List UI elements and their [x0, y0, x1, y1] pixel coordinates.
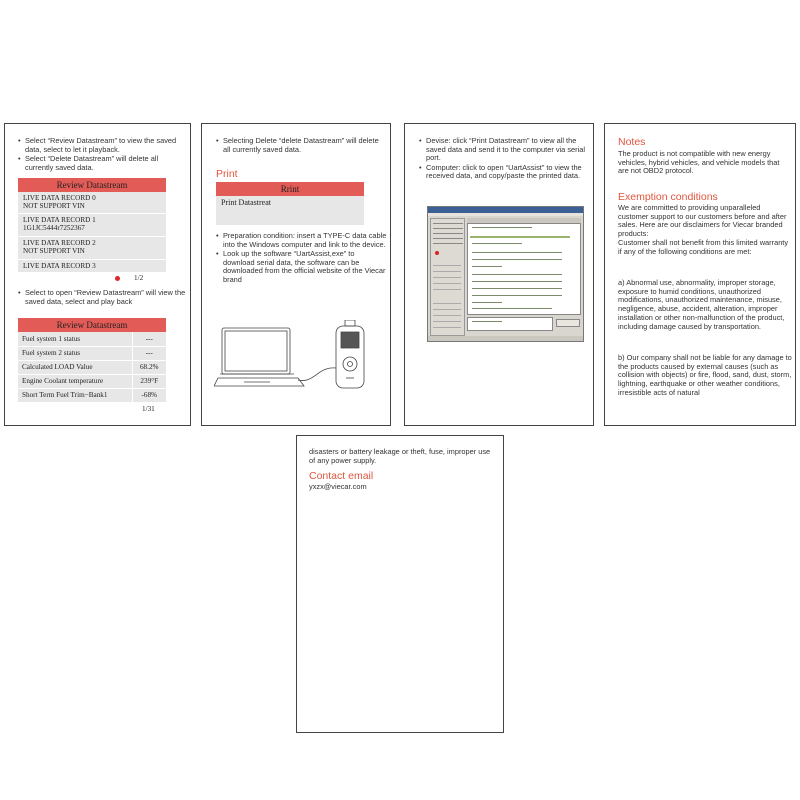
page-counter: 1/31 — [142, 404, 155, 413]
table-row: Fuel system 2 status --- — [18, 346, 166, 360]
review-datastream-table — [18, 178, 166, 285]
table-row: Engine Coolant temperature 239°F — [18, 374, 166, 388]
table-row[interactable]: LIVE DATA RECORD 0 NOT SUPPORT VIN — [18, 192, 166, 214]
table-footer — [18, 273, 166, 285]
notes-text: The product is not compatible with new energy vehicles, hybrid vehicles, and vehicle models that are not OBD2 protocol. — [618, 149, 780, 176]
section-heading-print: Print — [216, 168, 238, 180]
table-header: Review Datastream — [18, 318, 166, 332]
bullet-playback: • Select to open “Review Datastream” will view the saved data, select and play back — [18, 289, 186, 306]
table-row[interactable]: LIVE DATA RECORD 2 NOT SUPPORT VIN — [18, 237, 166, 260]
intro-bullets — [18, 137, 186, 173]
laptop-device-illustration — [214, 320, 382, 400]
exemption-intro: We are committed to providing unparalleled customer support to our customers before and after sales. Here are our disclaimers for Viecar branded products: — [618, 203, 787, 239]
contact-email[interactable]: yxzx@viecar.com — [309, 482, 367, 491]
manual-page-4 — [604, 123, 796, 426]
table-footer — [18, 403, 166, 415]
manual-page-3 — [404, 123, 594, 426]
window-menubar — [428, 213, 583, 216]
clause-a: a) Abnormal use, abnormality, improper storage, exposure to humid conditions, unauthorized modifications, unauthorized maintenance, misuse, negligence, abuse, accident, alteration, improper installation or other non-malfunction of the product, including damage caused by transportation. — [618, 278, 785, 331]
section-heading-notes: Notes — [618, 136, 646, 148]
laptop-icon — [214, 328, 304, 386]
table-row: Calculated LOAD Value 68.2% — [18, 360, 166, 374]
bullet-preparation: • Preparation condition: insert a TYPE-C data cable into the Windows computer and link to the device. — [216, 232, 388, 249]
table-row: Short Term Fuel Trim−Bank1 -68% — [18, 388, 166, 402]
page-indicator-dot — [115, 276, 120, 281]
page-counter: 1/2 — [134, 274, 144, 282]
section-heading-exemption: Exemption conditions — [618, 191, 718, 203]
bullet-device: • Devise: click “Print Datastream” to view all the saved data and send it to the computer via serial port. — [419, 137, 591, 163]
bullet-delete: • Select “Delete Datastream” will delete all currently saved data. — [18, 155, 186, 172]
bullet-software: • Look up the software “UartAssist,exe” to download serial data, the software can be downloaded from the official website of the Viecar brand — [216, 250, 388, 284]
settings-panel — [430, 218, 465, 336]
receive-area — [467, 223, 581, 315]
status-bar — [428, 336, 583, 341]
table-header: Review Datastream — [18, 178, 166, 192]
datastream-values-table — [18, 318, 166, 415]
send-area — [467, 317, 553, 331]
print-table — [216, 182, 364, 226]
serial-bullets — [419, 137, 591, 182]
values-table — [18, 332, 166, 403]
bullet-computer: • Computer: click to open “UartAssist” to view the received data, and copy/paste the printed data. — [419, 164, 591, 181]
clause-b-continued: disasters or battery leakage or theft, fuse, improper use of any power supply. — [309, 447, 491, 465]
bullet-review: • Select “Review Datastream” to view the saved data, select to let it playback. — [18, 137, 186, 154]
table-row[interactable]: LIVE DATA RECORD 3 — [18, 260, 166, 273]
open-port-indicator — [435, 251, 439, 255]
playback-bullets — [18, 289, 186, 307]
send-button — [556, 319, 580, 327]
manual-page-1 — [4, 123, 191, 426]
table-header: Rrint — [216, 182, 364, 196]
delete-bullets — [216, 137, 386, 155]
print-datastream-item[interactable]: Print Datastreat — [216, 196, 364, 226]
bullet-delete-datastream: • Selecting Delete “delete Datastream” will delete all currently saved data. — [216, 137, 386, 154]
manual-page-5 — [296, 435, 504, 733]
exemption-intro-2: Customer shall not benefit from this limited warranty if any of the following conditions are met: — [618, 238, 789, 256]
table-row: Fuel system 1 status --- — [18, 332, 166, 346]
manual-page-2 — [201, 123, 391, 426]
preparation-bullets — [216, 232, 388, 286]
table-row[interactable]: LIVE DATA RECORD 1 1G1JC5444r7252367 — [18, 214, 166, 237]
section-heading-contact: Contact email — [309, 470, 374, 482]
usb-cable — [298, 368, 336, 381]
obd-scanner-icon — [336, 320, 364, 388]
uartassist-screenshot — [427, 206, 584, 342]
clause-b: b) Our company shall not be liable for any damage to the products caused by external causes (such as collision with objects) or fire, flood, sand, dust, storm, lightning, earthquake or other weather conditions, irresistible acts of natural — [618, 353, 792, 397]
